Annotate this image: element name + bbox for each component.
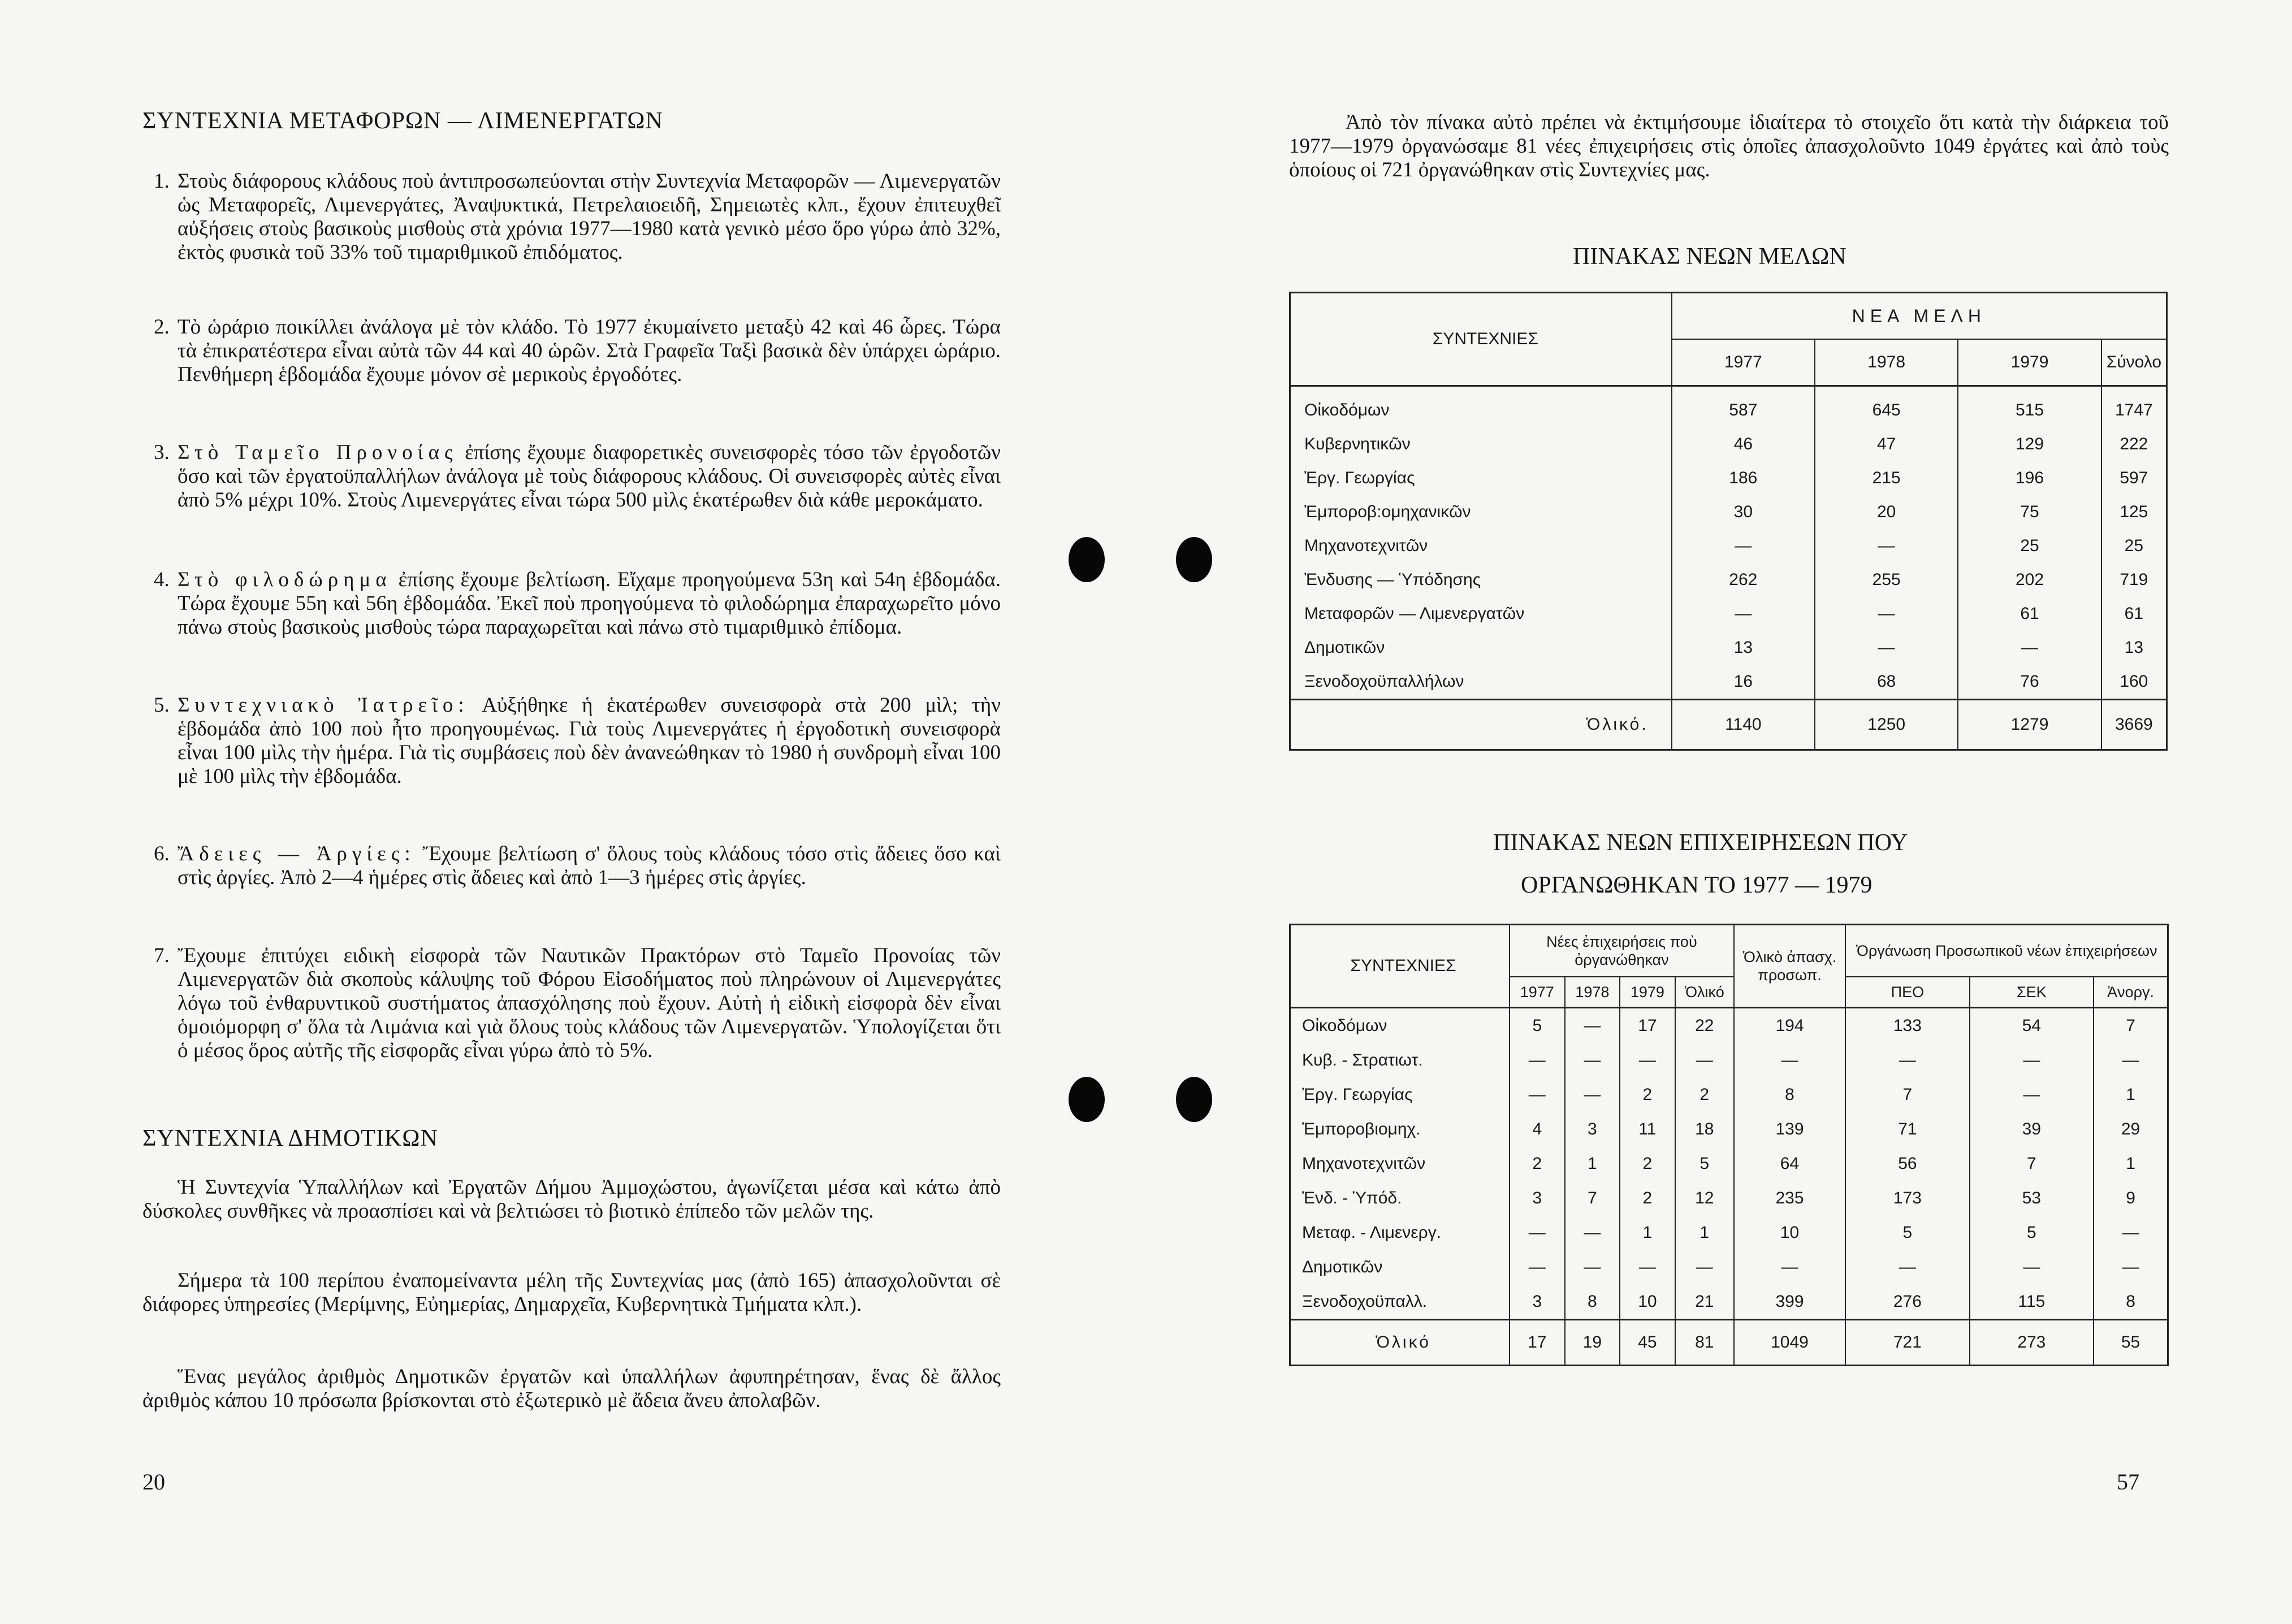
table-row (1290, 665, 2167, 700)
table-cell: 115 (1970, 1284, 2094, 1320)
item-spaced-heading: Στὸ Ταμεῖο Προνοίας (178, 441, 458, 464)
table-cell: 2 (1675, 1077, 1734, 1112)
column-header: Σύνολο (2101, 339, 2167, 386)
binding-hole (1069, 537, 1105, 582)
table-cell: 20 (1815, 495, 1958, 529)
binding-hole (1176, 1077, 1212, 1122)
paragraph-municipal-2: Σήμερα τὰ 100 περίπου ἐναπομείναντα μέλη τῆς Συντεχνίας μας (ἀπὸ 165) ἀπασχολοῦνται σὲ διάφορες ὑπηρεσίες (Μερίμνης, Εὐημερίας, Δημαρχεῖα, Κυβερνητικὰ Τμήματα κλπ.). (142, 1269, 1001, 1316)
table-cell: — (1510, 1077, 1565, 1112)
table-cell: 7 (1845, 1077, 1969, 1112)
table-cell: 76 (1958, 665, 2101, 700)
table-cell: 1 (1620, 1215, 1675, 1250)
table-cell: 222 (2101, 427, 2167, 461)
table-cell: 39 (1970, 1112, 2094, 1146)
row-label: Μεταφ. - Λιμενεργ. (1302, 1223, 1442, 1242)
table-cell: 25 (2101, 529, 2167, 563)
column-header: 1977 (1510, 977, 1565, 1008)
row-label: Ἐνδυσης — Ὑπόδησης (1304, 570, 1481, 589)
table-cell: 721 (1845, 1320, 1969, 1366)
table-row (1290, 1043, 2168, 1077)
table-cell: 29 (2094, 1112, 2168, 1146)
table-cell: — (1675, 1250, 1734, 1284)
table-cell: — (1734, 1250, 1845, 1284)
table-row (1290, 1008, 2168, 1043)
table-cell: 129 (1958, 427, 2101, 461)
row-label: Μεταφορῶν — Λιμενεργατῶν (1304, 604, 1525, 623)
page-number-left: 20 (142, 1469, 165, 1495)
table-cell: 7 (1970, 1146, 2094, 1181)
table-cell: 160 (2101, 665, 2167, 700)
table-cell: 202 (1958, 563, 2101, 597)
section-heading-municipal: ΣΥΝΤΕΧΝΙΑ ΔΗΜΟΤΙΚΩΝ (142, 1125, 438, 1151)
table-new-businesses (1289, 924, 2169, 1366)
table-cell: — (1565, 1008, 1620, 1043)
table-cell: 597 (2101, 461, 2167, 495)
total-label: Ὁλικό (1290, 1320, 1510, 1366)
table-cell: 17 (1620, 1008, 1675, 1043)
table-cell: 9 (2094, 1181, 2168, 1215)
column-header: 1977 (1672, 339, 1815, 386)
column-header: 1979 (1958, 339, 2101, 386)
section-heading-transport: ΣΥΝΤΕΧΝΙΑ ΜΕΤΑΦΟΡΩΝ — ΛΙΜΕΝΕΡΓΑΤΩΝ (142, 108, 663, 134)
table-cell: 10 (1620, 1284, 1675, 1320)
table-cell: 273 (1970, 1320, 2094, 1366)
item-number: 2. (154, 315, 170, 339)
table-cell: 1 (1565, 1146, 1620, 1181)
row-label: Οἰκοδόμων (1302, 1016, 1387, 1035)
table-cell: 5 (1675, 1146, 1734, 1181)
table-cell: 139 (1734, 1112, 1845, 1146)
table-cell: 1279 (1958, 700, 2101, 750)
table-cell: — (1815, 529, 1958, 563)
table-corner-header: ΣΥΝΤΕΧΝΙΕΣ (1290, 293, 1672, 386)
table-cell: 8 (1734, 1077, 1845, 1112)
table-row (1290, 1284, 2168, 1320)
right-page (1148, 0, 2292, 1624)
table-cell: 21 (1675, 1284, 1734, 1320)
table-cell: 196 (1958, 461, 2101, 495)
item-spaced-heading: Ἄδειες — Ἀργίες: (178, 842, 416, 865)
page-number-right: 57 (2117, 1469, 2139, 1495)
table-cell: — (1510, 1250, 1565, 1284)
table-row (1290, 427, 2167, 461)
table-cell: — (2094, 1250, 2168, 1284)
table-corner-header: ΣΥΝΤΕΧΝΙΕΣ (1290, 925, 1510, 1008)
table-cell: 75 (1958, 495, 2101, 529)
table-cell: — (1815, 597, 1958, 631)
row-label: Ξενοδοχοϋπαλλ. (1302, 1292, 1428, 1311)
table-cell: — (1510, 1215, 1565, 1250)
table-cell: 5 (1845, 1215, 1969, 1250)
row-label: Δημοτικῶν (1304, 638, 1385, 657)
table-cell: 1 (2094, 1077, 2168, 1112)
table-cell: 3669 (2101, 700, 2167, 750)
table-cell: 3 (1510, 1181, 1565, 1215)
table-cell: 55 (2094, 1320, 2168, 1366)
column-header: Ὁλικό (1675, 977, 1734, 1008)
table-cell: — (1675, 1043, 1734, 1077)
row-label: Ἐμποροβιομηχ. (1302, 1119, 1421, 1138)
table-group-header: Ὁλικὸ ἀπασχ. προσωπ. (1734, 925, 1845, 1008)
binding-hole (1069, 1077, 1105, 1122)
table-cell: — (1672, 597, 1815, 631)
table-new-businesses-caption-line1: ΠΙΝΑΚΑΣ ΝΕΩΝ ΕΠΙΧΕΙΡΗΣΕΩΝ ΠΟΥ (1493, 830, 1908, 856)
table-cell: 2 (1620, 1181, 1675, 1215)
table-row (1290, 631, 2167, 665)
table-cell: 3 (1510, 1284, 1565, 1320)
row-label: Κυβερνητικῶν (1304, 435, 1411, 453)
table-cell: 12 (1675, 1181, 1734, 1215)
item-number: 4. (154, 568, 170, 591)
table-cell: — (1565, 1250, 1620, 1284)
item-text: Στοὺς διάφορους κλάδους ποὺ ἀντιπροσωπεύονται στὴν Συντεχνία Μεταφορῶν — Λιμενεργατῶν ὡς Μεταφορεῖς, Λιμενεργάτες, Ἀναψυκτικά, Πετρελαιοειδῆ, Σημειωτὲς κλπ., ἔχουν ἐπιτευχθεῖ αὐξήσεις στοὺς βασικοὺς μισθοὺς στὰ χρόνια 1977—1980 κατὰ γενικὸ μέσο ὅρο γύρω ἀπὸ 32%, ἐκτὸς φυσικὰ τοῦ 33% τοῦ τιμαριθμικοῦ ἐπιδόματος. (178, 170, 1001, 264)
table-cell: 46 (1672, 427, 1815, 461)
table-group-header: Ὀργάνωση Προσωπικοῦ νέων ἐπιχειρήσεων (1845, 925, 2168, 977)
table-row (1290, 1146, 2168, 1181)
column-header: 1978 (1815, 339, 1958, 386)
item-number: 3. (154, 441, 170, 464)
table-cell: 18 (1675, 1112, 1734, 1146)
table-cell: 16 (1672, 665, 1815, 700)
table-row (1290, 461, 2167, 495)
binding-hole (1176, 537, 1212, 582)
item-text: Αὐξήθηκε ἡ ἑκατέρωθεν συνεισφορὰ στὰ 200 μὶλ; τὴν ἑβδομάδα ἀπὸ 100 ποὺ ἦτο προηγουμένως. Γιὰ τοὺς Λιμενεργάτες ἡ ἐργοδοτικὴ συνεισφορὰ εἶναι 100 μὶλς τὴν ἡμέρα. Γιὰ τὶς συμβάσεις ποὺ δὲν ἀνανεώθηκαν τὸ 1980 ἡ συνδρομὴ εἶναι 100 μὲ 100 μὶλς τὴν ἑβδομάδα. (178, 694, 1001, 788)
table-cell: 17 (1510, 1320, 1565, 1366)
table-cell: — (1815, 631, 1958, 665)
total-label: Ὁλικό. (1290, 700, 1672, 750)
table-cell: 25 (1958, 529, 2101, 563)
table-cell: 645 (1815, 386, 1958, 428)
table-new-members (1289, 292, 2168, 751)
table-cell: 53 (1970, 1181, 2094, 1215)
table-group-header: Νέες ἐπιχειρήσεις ποὺ ὀργανώθηκαν (1510, 925, 1734, 977)
table-row (1290, 495, 2167, 529)
item-number: 6. (154, 842, 170, 865)
paragraph-item-4 (154, 568, 1001, 639)
table-cell: 215 (1815, 461, 1958, 495)
table-cell: — (1510, 1043, 1565, 1077)
table-cell: 194 (1734, 1008, 1845, 1043)
table-cell: 47 (1815, 427, 1958, 461)
table-cell: 64 (1734, 1146, 1845, 1181)
row-label: Κυβ. - Στρατιωτ. (1302, 1050, 1423, 1069)
table-total-row (1290, 700, 2167, 750)
row-label: Ἐνδ. - Ὑπόδ. (1302, 1188, 1402, 1207)
table-total-row (1290, 1320, 2168, 1366)
table-cell: 587 (1672, 386, 1815, 428)
table-cell: 173 (1845, 1181, 1969, 1215)
table-cell: 30 (1672, 495, 1815, 529)
row-label: Μηχανοτεχνιτῶν (1302, 1154, 1426, 1173)
table-cell: 13 (2101, 631, 2167, 665)
table-cell: 276 (1845, 1284, 1969, 1320)
table-cell: 1747 (2101, 386, 2167, 428)
left-page (0, 0, 1138, 1624)
table-cell: 5 (1970, 1215, 2094, 1250)
table-cell: 8 (2094, 1284, 2168, 1320)
table-cell: — (1958, 631, 2101, 665)
table-cell: 81 (1675, 1320, 1734, 1366)
row-label: Δημοτικῶν (1302, 1257, 1383, 1276)
table-cell: — (1845, 1250, 1969, 1284)
row-label: Ἐργ. Γεωργίας (1302, 1085, 1413, 1104)
paragraph-item-1 (154, 170, 1001, 265)
table-cell: 262 (1672, 563, 1815, 597)
table-row (1290, 1215, 2168, 1250)
column-header: 1979 (1620, 977, 1675, 1008)
row-label: Μηχανοτεχνιτῶν (1304, 536, 1428, 555)
item-spaced-heading: Στὸ φιλοδώρημα (178, 568, 392, 591)
item-text: ἐπίσης ἔχουμε βελτίωση. Εἴχαμε προηγούμενα 53η καὶ 54η ἑβδομάδα. Τώρα ἔχουμε 55η καὶ 56η ἑβδομάδα. Ἐκεῖ ποὺ προηγούμενα τὸ φιλοδώρημα ἐπαραχωρεῖτο μόνο πάνω στοὺς βασικοὺς μισθοὺς τώρα παραχωρεῖται καὶ πάνω στὸ τιμαριθμικὸ ἐπίδομα. (178, 568, 1001, 639)
table-new-businesses-caption-line2: ΟΡΓΑΝΩΘΗΚΑΝ ΤΟ 1977 — 1979 (1521, 872, 1872, 898)
item-text: Ἔχουμε ἐπιτύχει ειδικὴ εἰσφορὰ τῶν Ναυτικῶν Πρακτόρων στὸ Ταμεῖο Προνοίας τῶν Λιμενεργατῶν διὰ σκοποὺς κάλυψης τοῦ Φόρου Εἰσοδήματος ποὺ πληρώνουν οἱ Λιμενεργάτες λόγω τοῦ ἐνθαρυντικοῦ συστήματος ἀπασχόλησης ποὺ ἔχουν. Αὐτὴ ἡ εἰδικὴ εἰσφορὰ δὲν εἶναι ὁμοιόμορφη σ' ὅλα τὰ Λιμάνια καὶ γιὰ ὅλους τοὺς κλάδους τῶν Λιμενεργατῶν. Ὑπολογίζεται ὅτι ὁ μέσος ὅρος αὐτῆς τῆς εἰσφορᾶς εἶναι γύρω ἀπὸ τὸ 5%. (178, 944, 1001, 1062)
table-cell: 71 (1845, 1112, 1969, 1146)
paragraph-item-6 (154, 842, 1001, 890)
right-intro-paragraph: Ἀπὸ τὸν πίνακα αὐτὸ πρέπει νὰ ἐκτιμήσουμε ἰδιαίτερα τὸ στοιχεῖο ὅτι κατὰ τὴν διάρκεια τοῦ 1977—1979 ὀργανώσαμε 81 νέες ἐπιχειρήσεις στὶς ὁποῖες ἀπασχολοῦνto 1049 ἐργάτες καὶ ἀπὸ τοὺς ὁποίους οἱ 721 ὀργανώθηκαν στὶς Συντεχνίες μας. (1289, 111, 2169, 181)
table-cell: — (1845, 1043, 1969, 1077)
table-row (1290, 1077, 2168, 1112)
table-cell: 61 (2101, 597, 2167, 631)
table-cell: 7 (2094, 1008, 2168, 1043)
table-cell: — (1970, 1043, 2094, 1077)
table-cell: 61 (1958, 597, 2101, 631)
table-cell: — (1970, 1077, 2094, 1112)
table-cell: — (1620, 1250, 1675, 1284)
table-cell: — (1565, 1043, 1620, 1077)
table-cell: 45 (1620, 1320, 1675, 1366)
table-cell: 399 (1734, 1284, 1845, 1320)
column-header: 1978 (1565, 977, 1620, 1008)
table-cell: 1 (1675, 1215, 1734, 1250)
table-row (1290, 597, 2167, 631)
table-cell: 1049 (1734, 1320, 1845, 1366)
column-header: ΣΕΚ (1970, 977, 2094, 1008)
table-cell: — (2094, 1043, 2168, 1077)
table-cell: 1250 (1815, 700, 1958, 750)
table-cell: 186 (1672, 461, 1815, 495)
item-number: 5. (154, 694, 170, 717)
column-header: ΠΕΟ (1845, 977, 1969, 1008)
row-label: Ξενοδοχοϋπαλλήλων (1304, 672, 1464, 691)
table-cell: — (1672, 529, 1815, 563)
table-cell: 1140 (1672, 700, 1815, 750)
table-cell: 56 (1845, 1146, 1969, 1181)
item-number: 1. (154, 170, 170, 193)
table-new-members-caption: ΠΙΝΑΚΑΣ ΝΕΩΝ ΜΕΛΩΝ (1573, 244, 1846, 270)
table-cell: 68 (1815, 665, 1958, 700)
paragraph-municipal-3: Ἕνας μεγάλος ἀριθμὸς Δημοτικῶν ἐργατῶν καὶ ὑπαλλήλων ἀφυπηρέτησαν, ἕνας δὲ ἄλλος ἀριθμὸς κάπου 10 πρόσωπα βρίσκονται στὸ ἐξωτερικὸ μὲ ἄδεια ἄνευ ἀπολαβῶν. (142, 1365, 1001, 1412)
table-header-row (1290, 293, 2167, 340)
item-text: Τὸ ὡράριο ποικίλλει ἀνάλογα μὲ τὸν κλάδο. Τὸ 1977 ἐκυμαίνετο μεταξὺ 42 καὶ 46 ὧρες. Τώρα τὰ ἐπικρατέστερα εἶναι αὐτὰ τῶν 44 καὶ 40 ὡρῶν. Στὰ Γραφεῖα Ταξὶ βασικὰ δὲν ὑπάρχει ὡράριο. Πενθήμερη ἑβδομάδα ἔχουμε μόνον σὲ μερικοὺς ἐργοδότες. (178, 315, 1001, 386)
table-cell: 11 (1620, 1112, 1675, 1146)
table-cell: 2 (1510, 1146, 1565, 1181)
item-text: Ἔχουμε βελτίωση σ' ὅλους τοὺς κλάδους τόσο στὶς ἄδειες ὅσο καὶ στὶς ἀργίες. Ἀπὸ 2—4 ἡμέρες στὶς ἄδειες καὶ ἀπὸ 1—3 ἡμέρες στὶς ἀργίες. (178, 842, 1001, 889)
paragraph-item-5 (154, 694, 1001, 789)
table-group-header: ΝΕΑ ΜΕΛΗ (1672, 293, 2167, 340)
table-cell: 4 (1510, 1112, 1565, 1146)
table-cell: — (1970, 1250, 2094, 1284)
table-header-row (1290, 925, 2168, 977)
table-row (1290, 1250, 2168, 1284)
row-label: Οἰκοδόμων (1304, 401, 1390, 419)
table-cell: 19 (1565, 1320, 1620, 1366)
row-label: Ἐμποροβ:ομηχανικῶν (1304, 503, 1471, 521)
table-row (1290, 563, 2167, 597)
table-cell: 13 (1672, 631, 1815, 665)
table-cell: 235 (1734, 1181, 1845, 1215)
paragraph-item-7 (154, 944, 1001, 1063)
table-cell: 7 (1565, 1181, 1620, 1215)
table-row (1290, 386, 2167, 428)
table-cell: 255 (1815, 563, 1958, 597)
table-cell: 125 (2101, 495, 2167, 529)
paragraph-item-2 (154, 315, 1001, 387)
table-row (1290, 1112, 2168, 1146)
item-spaced-heading: Συντεχνιακὸ Ἰατρεῖο: (178, 694, 469, 717)
table-row (1290, 529, 2167, 563)
paragraph-municipal-1: Ἡ Συντεχνία Ὑπαλλήλων καὶ Ἐργατῶν Δήμου Ἀμμοχώστου, ἀγωνίζεται μέσα καὶ κάτω ἀπὸ δύσκολες συνθῆκες νὰ προασπίσει καὶ νὰ βελτιώσει τὸ βιοτικὸ ἐπίπεδο τῶν μελῶν της. (142, 1176, 1001, 1223)
table-cell: 8 (1565, 1284, 1620, 1320)
row-label: Ἐργ. Γεωργίας (1304, 469, 1415, 487)
paragraph-item-3 (154, 441, 1001, 512)
table-row (1290, 1181, 2168, 1215)
table-cell: 2 (1620, 1077, 1675, 1112)
table-cell: — (2094, 1215, 2168, 1250)
table-cell: 515 (1958, 386, 2101, 428)
table-cell: 22 (1675, 1008, 1734, 1043)
table-cell: 54 (1970, 1008, 2094, 1043)
table-cell: 719 (2101, 563, 2167, 597)
table-cell: 2 (1620, 1146, 1675, 1181)
column-header: Ἀνοργ. (2094, 977, 2168, 1008)
table-cell: 1 (2094, 1146, 2168, 1181)
table-cell: — (1734, 1043, 1845, 1077)
table-cell: — (1620, 1043, 1675, 1077)
table-cell: 133 (1845, 1008, 1969, 1043)
table-cell: 10 (1734, 1215, 1845, 1250)
item-number: 7. (154, 944, 170, 967)
item-text: ἐπίσης ἔχουμε διαφορετικὲς συνεισφορὲς τόσο τῶν ἐργοδοτῶν ὅσο καὶ τῶν ἐργατοϋπαλλήλων ἀνάλογα μὲ τοὺς διάφορους κλάδους. Οἱ συνεισφορὲς αὐτὲς εἶναι ἀπὸ 5% μέχρι 10%. Στοὺς Λιμενεργάτες εἶναι τώρα 500 μὶλς ἑκατέρωθεν διὰ κάθε μεροκάματο. (178, 441, 1001, 512)
table-cell: — (1565, 1077, 1620, 1112)
table-cell: 5 (1510, 1008, 1565, 1043)
table-cell: — (1565, 1215, 1620, 1250)
table-cell: 3 (1565, 1112, 1620, 1146)
